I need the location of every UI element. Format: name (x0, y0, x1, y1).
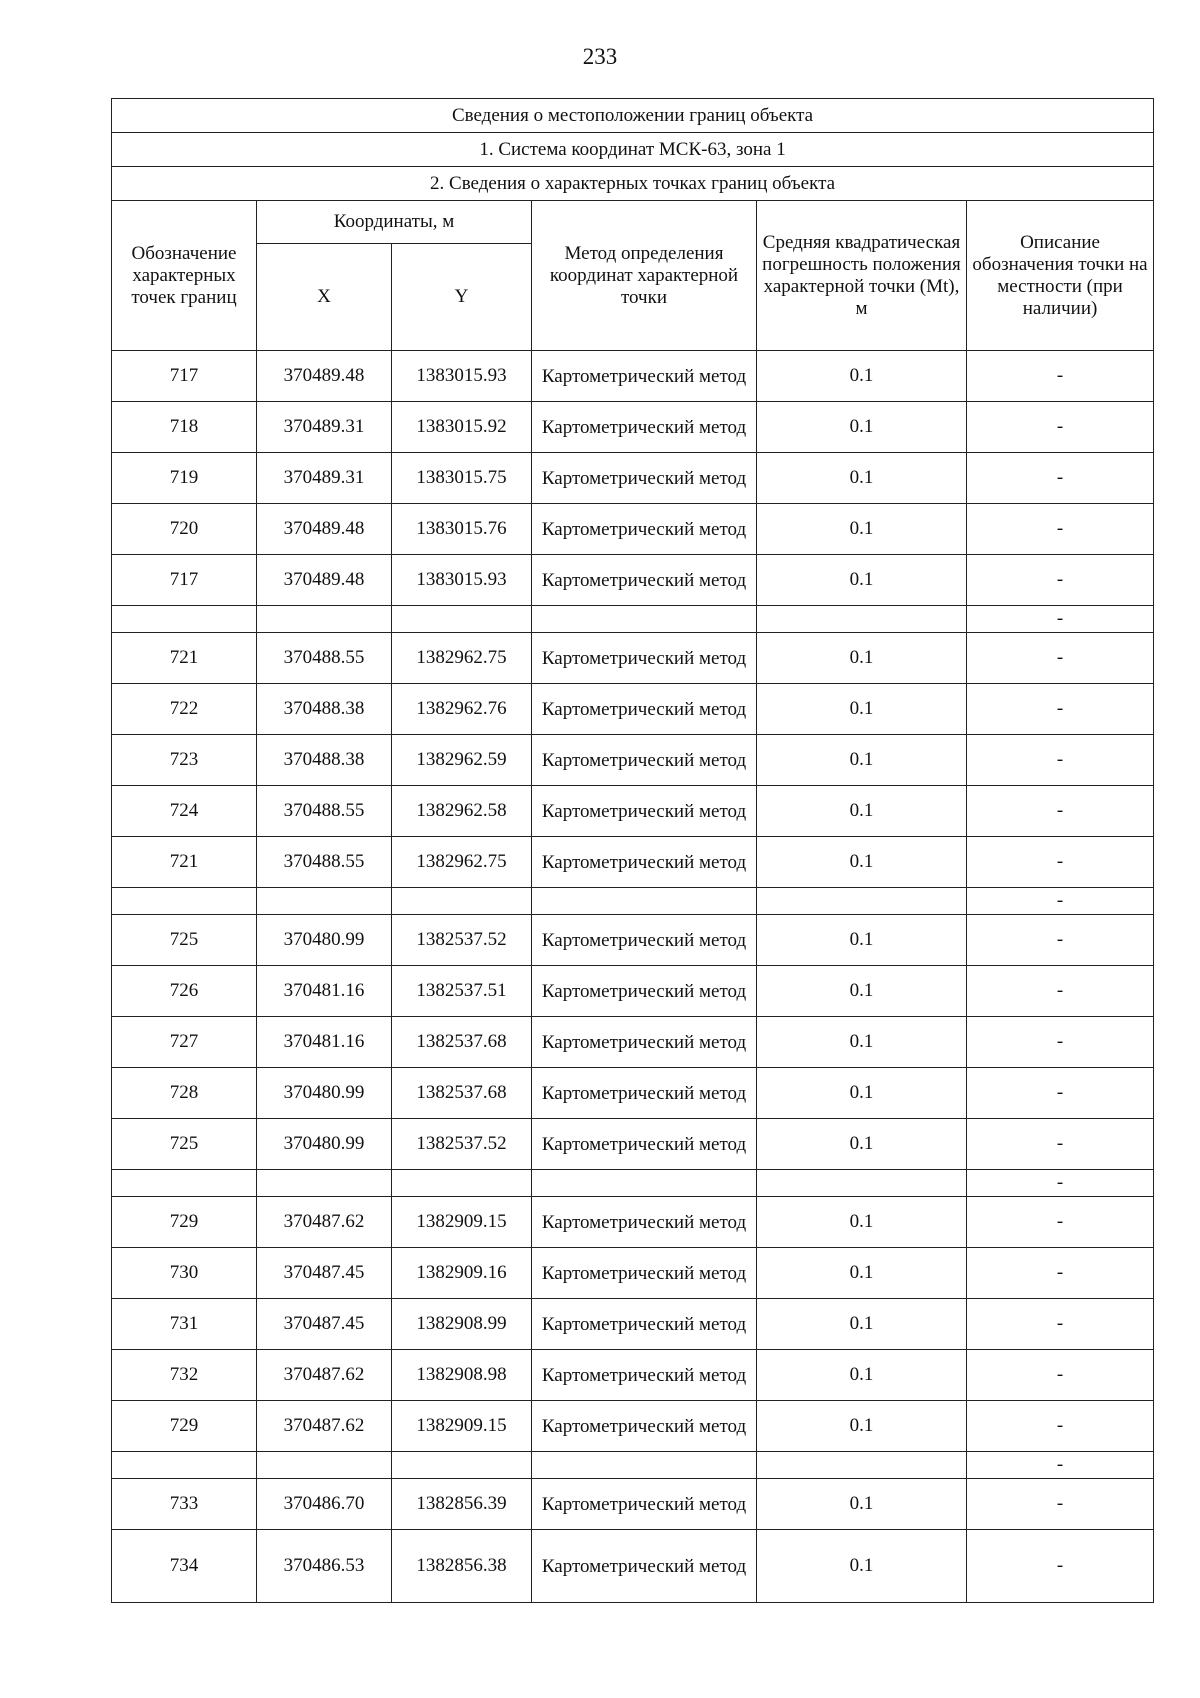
method-cell: Картометрический метод (532, 1068, 757, 1119)
point-cell: 720 (112, 504, 257, 555)
description-cell: - (967, 966, 1154, 1017)
table-row (112, 402, 1154, 453)
header-row-1 (112, 201, 1154, 244)
method-cell: Картометрический метод (532, 453, 757, 504)
error-cell: 0.1 (757, 453, 967, 504)
description-cell: - (967, 555, 1154, 606)
method-cell: Картометрический метод (532, 915, 757, 966)
error-cell: 0.1 (757, 966, 967, 1017)
method-cell: Картометрический метод (532, 1299, 757, 1350)
x-cell: 370489.31 (257, 402, 392, 453)
empty-cell (257, 888, 392, 915)
point-cell: 729 (112, 1401, 257, 1452)
method-cell: Картометрический метод (532, 1479, 757, 1530)
table-row (112, 1017, 1154, 1068)
x-cell: 370480.99 (257, 915, 392, 966)
description-cell: - (967, 1119, 1154, 1170)
point-cell: 721 (112, 633, 257, 684)
point-cell: 723 (112, 735, 257, 786)
point-cell: 721 (112, 837, 257, 888)
separator-row (112, 888, 1154, 915)
method-cell: Картометрический метод (532, 1017, 757, 1068)
method-cell: Картометрический метод (532, 1197, 757, 1248)
method-cell: Картометрический метод (532, 1401, 757, 1452)
table-row (112, 1299, 1154, 1350)
empty-cell (757, 1452, 967, 1479)
header-description: Описание обозначения точки на местности (при наличии) (967, 201, 1154, 351)
y-cell: 1382962.59 (392, 735, 532, 786)
y-cell: 1383015.93 (392, 351, 532, 402)
table-row (112, 966, 1154, 1017)
description-cell: - (967, 351, 1154, 402)
y-cell: 1383015.93 (392, 555, 532, 606)
empty-cell (532, 1452, 757, 1479)
x-cell: 370489.48 (257, 504, 392, 555)
point-cell: 722 (112, 684, 257, 735)
table-row (112, 453, 1154, 504)
y-cell: 1382537.52 (392, 915, 532, 966)
method-cell: Картометрический метод (532, 1248, 757, 1299)
error-cell: 0.1 (757, 402, 967, 453)
method-cell: Картометрический метод (532, 351, 757, 402)
empty-cell (392, 1170, 532, 1197)
y-cell: 1383015.76 (392, 504, 532, 555)
description-cell: - (967, 735, 1154, 786)
table-row (112, 351, 1154, 402)
empty-cell (112, 1452, 257, 1479)
x-cell: 370488.38 (257, 735, 392, 786)
table-row (112, 555, 1154, 606)
y-cell: 1382962.76 (392, 684, 532, 735)
point-cell: 717 (112, 555, 257, 606)
table-title: Сведения о местоположении границ объекта (112, 99, 1154, 133)
table-row (112, 684, 1154, 735)
description-cell: - (967, 1068, 1154, 1119)
y-cell: 1382962.75 (392, 837, 532, 888)
error-cell: 0.1 (757, 1068, 967, 1119)
description-cell: - (967, 453, 1154, 504)
x-cell: 370481.16 (257, 966, 392, 1017)
error-cell: 0.1 (757, 1530, 967, 1603)
description-cell: - (967, 837, 1154, 888)
description-cell: - (967, 633, 1154, 684)
x-cell: 370488.38 (257, 684, 392, 735)
error-cell: 0.1 (757, 504, 967, 555)
point-cell: 729 (112, 1197, 257, 1248)
y-cell: 1382537.51 (392, 966, 532, 1017)
description-cell: - (967, 1248, 1154, 1299)
empty-cell (392, 1452, 532, 1479)
error-cell: 0.1 (757, 684, 967, 735)
method-cell: Картометрический метод (532, 1350, 757, 1401)
method-cell: Картометрический метод (532, 735, 757, 786)
x-cell: 370488.55 (257, 837, 392, 888)
y-cell: 1382909.16 (392, 1248, 532, 1299)
header-coords: Координаты, м (257, 201, 532, 244)
error-cell: 0.1 (757, 1197, 967, 1248)
method-cell: Картометрический метод (532, 504, 757, 555)
empty-cell (757, 606, 967, 633)
x-cell: 370487.62 (257, 1350, 392, 1401)
section-title-row (112, 167, 1154, 201)
table-row (112, 735, 1154, 786)
method-cell: Картометрический метод (532, 1530, 757, 1603)
point-cell: 728 (112, 1068, 257, 1119)
page-number: 233 (582, 44, 618, 69)
method-cell: Картометрический метод (532, 966, 757, 1017)
error-cell: 0.1 (757, 1401, 967, 1452)
x-cell: 370489.48 (257, 555, 392, 606)
empty-cell (532, 1170, 757, 1197)
y-cell: 1382856.39 (392, 1479, 532, 1530)
error-cell: 0.1 (757, 555, 967, 606)
y-cell: 1382908.99 (392, 1299, 532, 1350)
error-cell: 0.1 (757, 1017, 967, 1068)
header-point: Обозначение характерных точек границ (112, 201, 257, 351)
x-cell: 370480.99 (257, 1119, 392, 1170)
point-cell: 725 (112, 1119, 257, 1170)
empty-cell (392, 888, 532, 915)
description-cell: - (967, 402, 1154, 453)
table-body (112, 99, 1154, 1603)
empty-cell (112, 1170, 257, 1197)
separator-row (112, 1170, 1154, 1197)
description-cell: - (967, 1401, 1154, 1452)
section-title: 2. Сведения о характерных точках границ объекта (112, 167, 1154, 201)
method-cell: Картометрический метод (532, 837, 757, 888)
table-row (112, 786, 1154, 837)
error-cell: 0.1 (757, 1479, 967, 1530)
empty-cell (532, 606, 757, 633)
empty-cell (257, 606, 392, 633)
method-cell: Картометрический метод (532, 684, 757, 735)
header-error: Средняя квадратическая погрешность положения характерной точки (Mt), м (757, 201, 967, 351)
coordinate-system: 1. Система координат МСК-63, зона 1 (112, 133, 1154, 167)
empty-cell (532, 888, 757, 915)
header-method: Метод определения координат характерной точки (532, 201, 757, 351)
table-title-row (112, 99, 1154, 133)
y-cell: 1382962.58 (392, 786, 532, 837)
error-cell: 0.1 (757, 1119, 967, 1170)
table-row (112, 1479, 1154, 1530)
description-cell: - (967, 1197, 1154, 1248)
table-row (112, 1401, 1154, 1452)
error-cell: 0.1 (757, 1299, 967, 1350)
y-cell: 1383015.92 (392, 402, 532, 453)
x-cell: 370488.55 (257, 633, 392, 684)
x-cell: 370487.45 (257, 1248, 392, 1299)
point-cell: 724 (112, 786, 257, 837)
method-cell: Картометрический метод (532, 1119, 757, 1170)
y-cell: 1383015.75 (392, 453, 532, 504)
point-cell: 719 (112, 453, 257, 504)
point-cell: 725 (112, 915, 257, 966)
error-cell: 0.1 (757, 1248, 967, 1299)
header-y: Y (392, 244, 532, 351)
x-cell: 370481.16 (257, 1017, 392, 1068)
table-row (112, 1248, 1154, 1299)
point-cell: 732 (112, 1350, 257, 1401)
y-cell: 1382537.68 (392, 1068, 532, 1119)
description-cell: - (967, 684, 1154, 735)
point-cell: 718 (112, 402, 257, 453)
separator-row (112, 606, 1154, 633)
x-cell: 370489.31 (257, 453, 392, 504)
x-cell: 370487.45 (257, 1299, 392, 1350)
y-cell: 1382962.75 (392, 633, 532, 684)
point-cell: 717 (112, 351, 257, 402)
x-cell: 370488.55 (257, 786, 392, 837)
y-cell: 1382537.68 (392, 1017, 532, 1068)
separator-row (112, 1452, 1154, 1479)
empty-cell (112, 606, 257, 633)
description-cell: - (967, 504, 1154, 555)
point-cell: 734 (112, 1530, 257, 1603)
boundary-points-table (111, 98, 1154, 1603)
method-cell: Картометрический метод (532, 786, 757, 837)
point-cell: 730 (112, 1248, 257, 1299)
error-cell: 0.1 (757, 837, 967, 888)
table-row (112, 837, 1154, 888)
description-cell: - (967, 1170, 1154, 1197)
x-cell: 370486.70 (257, 1479, 392, 1530)
empty-cell (757, 888, 967, 915)
description-cell: - (967, 888, 1154, 915)
description-cell: - (967, 915, 1154, 966)
error-cell: 0.1 (757, 351, 967, 402)
y-cell: 1382537.52 (392, 1119, 532, 1170)
error-cell: 0.1 (757, 915, 967, 966)
table-row (112, 1068, 1154, 1119)
table-row (112, 1530, 1154, 1603)
description-cell: - (967, 1452, 1154, 1479)
table-row (112, 1350, 1154, 1401)
table-row (112, 915, 1154, 966)
point-cell: 733 (112, 1479, 257, 1530)
y-cell: 1382909.15 (392, 1197, 532, 1248)
error-cell: 0.1 (757, 735, 967, 786)
table-row (112, 1119, 1154, 1170)
x-cell: 370480.99 (257, 1068, 392, 1119)
error-cell: 0.1 (757, 786, 967, 837)
table-row (112, 1197, 1154, 1248)
error-cell: 0.1 (757, 1350, 967, 1401)
x-cell: 370487.62 (257, 1401, 392, 1452)
description-cell: - (967, 786, 1154, 837)
method-cell: Картометрический метод (532, 402, 757, 453)
table-row (112, 504, 1154, 555)
description-cell: - (967, 1299, 1154, 1350)
description-cell: - (967, 1350, 1154, 1401)
empty-cell (257, 1170, 392, 1197)
coordinate-system-row (112, 133, 1154, 167)
description-cell: - (967, 1017, 1154, 1068)
empty-cell (257, 1452, 392, 1479)
x-cell: 370486.53 (257, 1530, 392, 1603)
description-cell: - (967, 1530, 1154, 1603)
x-cell: 370487.62 (257, 1197, 392, 1248)
y-cell: 1382908.98 (392, 1350, 532, 1401)
point-cell: 727 (112, 1017, 257, 1068)
y-cell: 1382856.38 (392, 1530, 532, 1603)
description-cell: - (967, 606, 1154, 633)
header-x: X (257, 244, 392, 351)
error-cell: 0.1 (757, 633, 967, 684)
empty-cell (757, 1170, 967, 1197)
empty-cell (112, 888, 257, 915)
point-cell: 731 (112, 1299, 257, 1350)
method-cell: Картометрический метод (532, 555, 757, 606)
method-cell: Картометрический метод (532, 633, 757, 684)
x-cell: 370489.48 (257, 351, 392, 402)
table-row (112, 633, 1154, 684)
y-cell: 1382909.15 (392, 1401, 532, 1452)
description-cell: - (967, 1479, 1154, 1530)
point-cell: 726 (112, 966, 257, 1017)
empty-cell (392, 606, 532, 633)
